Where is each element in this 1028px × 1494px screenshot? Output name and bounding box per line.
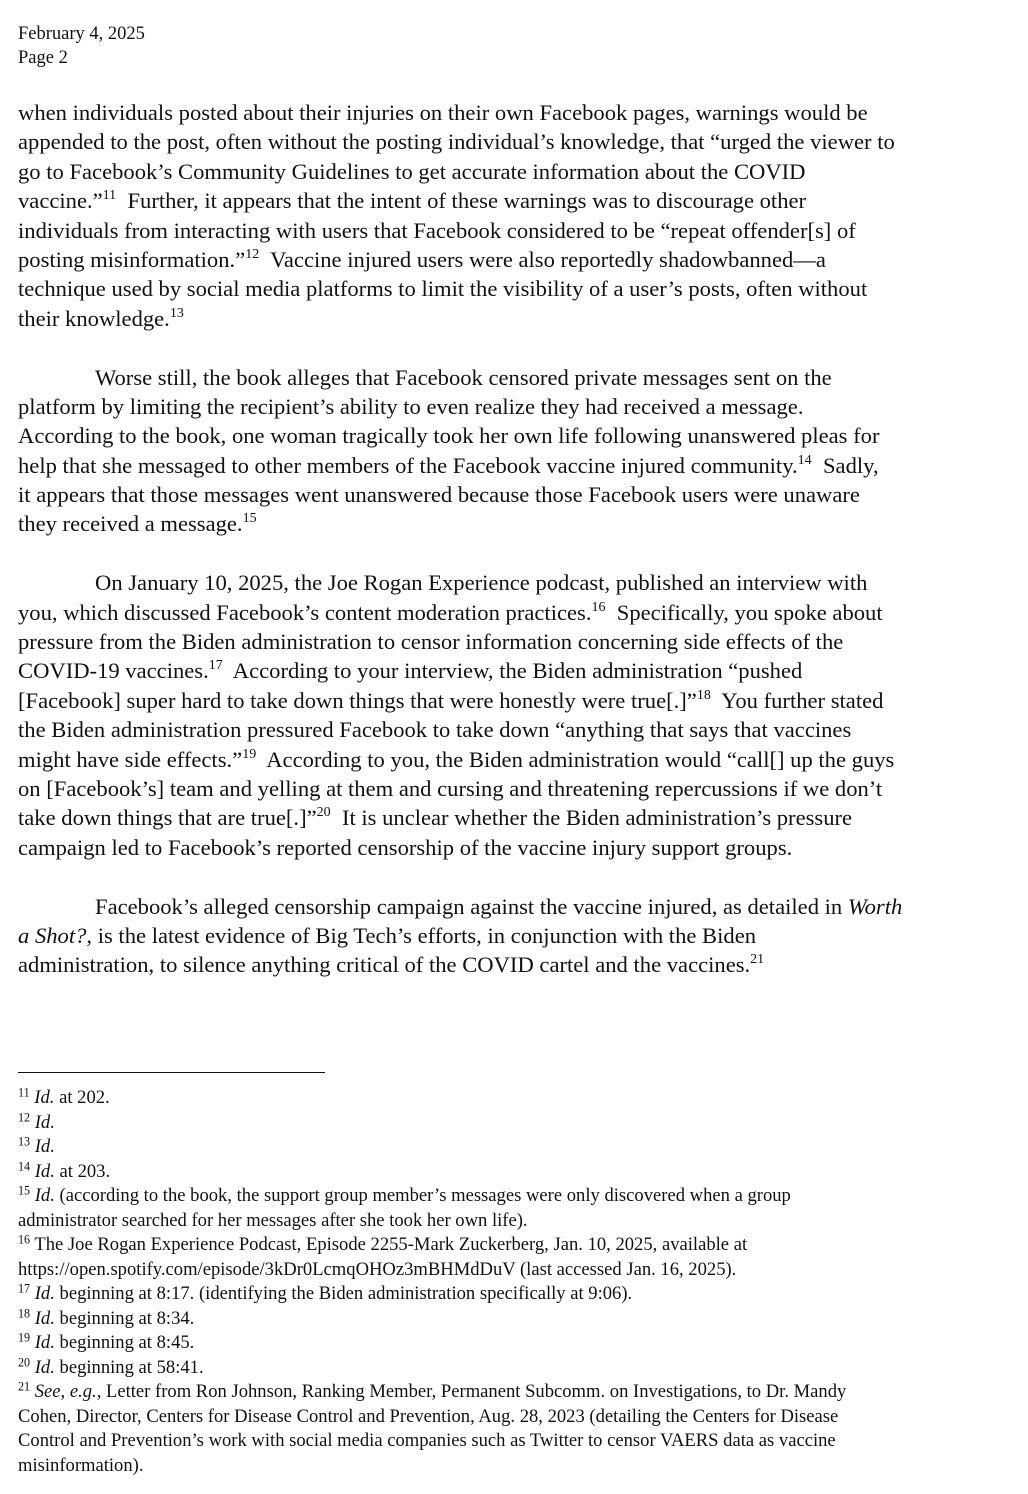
footnote-line (18, 1184, 846, 1209)
footnote-marker: 15 (18, 1183, 31, 1198)
footnote-line (18, 1380, 846, 1405)
text-run: posting misinformation.” (18, 246, 246, 272)
footnote-marker: 11 (102, 188, 117, 204)
paragraph-line (18, 950, 902, 979)
paragraph-line (18, 363, 902, 392)
text-run: take down things that are true[.]” (18, 805, 317, 831)
paragraph-line (18, 598, 902, 627)
paragraph (18, 892, 902, 980)
letter-body (18, 98, 902, 1009)
text-run: beginning at 8:45. (54, 1332, 195, 1353)
text-run: beginning at 8:17. (identifying the Biden administration specifically at 9:06). (54, 1283, 633, 1304)
footnote-marker: 11 (18, 1085, 30, 1100)
paragraph-line (18, 98, 902, 127)
paragraph-line (18, 686, 902, 715)
text-run: might have side effects.” (18, 746, 243, 772)
text-run: administration, to silence anything critical of the COVID cartel and the vaccines. (18, 952, 751, 978)
text-run: Further, it appears that the intent of these warnings was to discourage other (116, 188, 807, 214)
paragraph-line (18, 568, 902, 597)
paragraph-line (18, 656, 902, 685)
text-run: at 202. (54, 1087, 110, 1108)
letter-header (18, 22, 145, 70)
footnote-marker: 17 (208, 658, 223, 674)
footnote-marker: 13 (18, 1134, 31, 1149)
paragraph-line (18, 892, 902, 921)
paragraph-line (18, 274, 902, 303)
header-page-number: Page 2 (18, 48, 68, 68)
footnote-line (18, 1209, 846, 1234)
footnote-line (18, 1111, 846, 1136)
text-run: COVID-19 vaccines. (18, 658, 209, 684)
text-run: help that she messaged to other members of the Facebook vaccine injured community. (18, 452, 798, 478)
text-run: Sadly, (811, 452, 879, 478)
italic-text: Worth (847, 893, 903, 919)
italic-text: See, e.g. (34, 1381, 97, 1402)
paragraph-line (18, 127, 902, 156)
paragraph-line (18, 833, 902, 862)
italic-text: Id. (34, 1111, 55, 1133)
footnote-line (18, 1307, 846, 1332)
italic-text: Id. (34, 1136, 55, 1157)
footnote-marker: 16 (18, 1232, 31, 1247)
italic-text: a Shot? (18, 922, 87, 948)
footnote-marker: 20 (18, 1354, 31, 1369)
text-run: administrator searched for her messages after she took her own life). (18, 1209, 528, 1231)
paragraph-line (18, 774, 902, 803)
text-run: they received a message. (18, 511, 243, 537)
text-run: campaign led to Facebook’s reported censorship of the vaccine injury support groups. (18, 834, 793, 860)
italic-text: Id. (34, 1185, 55, 1206)
header-date: February 4, 2025 (18, 24, 145, 44)
footnote-line (18, 1454, 846, 1479)
footnote-marker: 18 (18, 1305, 31, 1320)
paragraph-line (18, 157, 902, 186)
text-run: pressure from the Biden administration to censor information concerning side effects of the (18, 629, 844, 655)
text-run: Control and Prevention’s work with social media companies such as Twitter to censor VAERS data as vaccine (18, 1430, 836, 1451)
footnote-divider (18, 1072, 325, 1073)
paragraph-line (18, 216, 902, 245)
text-run: Worse still, the book alleges that Facebook censored private messages sent on the (95, 364, 832, 390)
footnote-marker: 13 (169, 305, 184, 321)
text-run: you, which discussed Facebook’s content moderation practices. (18, 599, 592, 625)
footnote-line (18, 1331, 846, 1356)
footnote-marker: 21 (18, 1379, 31, 1394)
paragraph-line (18, 421, 902, 450)
text-run: at 203. (54, 1160, 111, 1182)
footnotes (18, 1086, 846, 1478)
text-run: go to Facebook’s Community Guidelines to get accurate information about the COVID (18, 158, 806, 184)
footnote-line (18, 1356, 846, 1381)
text-run: [Facebook] super hard to take down things that were honestly were true[.]” (18, 687, 697, 713)
text-run: technique used by social media platforms to limit the visibility of a user’s posts, often without (18, 276, 868, 302)
paragraph-line (18, 451, 902, 480)
text-run: Cohen, Director, Centers for Disease Control and Prevention, Aug. 28, 2023 (detailing the Centers for Disease (18, 1405, 839, 1427)
text-run: their knowledge. (18, 305, 170, 331)
footnote-marker: 17 (18, 1281, 31, 1296)
text-run: individuals from interacting with users that Facebook considered to be “repeat offender[s] of (18, 217, 856, 243)
text-run: beginning at 58:41. (54, 1356, 204, 1378)
italic-text: Id. (34, 1160, 55, 1182)
text-run: The Joe Rogan Experience Podcast, Episode 2255-Mark Zuckerberg, Jan. 10, 2025, available at (30, 1234, 748, 1255)
text-run: , Letter from Ron Johnson, Ranking Member, Permanent Subcomm. on Investigations, to Dr. Mandy (96, 1381, 847, 1402)
text-run: it appears that those messages went unanswered because those Facebook users were unaware (18, 482, 860, 508)
text-run: platform by limiting the recipient’s ability to even realize they had received a message. (18, 393, 804, 419)
text-run: , is the latest evidence of Big Tech’s efforts, in conjunction with the Biden (86, 922, 757, 948)
paragraph-line (18, 509, 902, 538)
text-run: on [Facebook’s] team and yelling at them and cursing and threatening repercussions if we don’t (18, 775, 883, 801)
footnote-marker: 14 (18, 1158, 31, 1173)
text-run: vaccine.” (18, 188, 103, 214)
paragraph-line (18, 803, 902, 832)
paragraph-line (18, 715, 902, 744)
footnote-line (18, 1160, 846, 1185)
footnote-line (18, 1282, 846, 1307)
footnote-marker: 21 (750, 952, 765, 968)
footnote-line (18, 1429, 846, 1454)
footnote-marker: 12 (245, 246, 260, 262)
footnote-marker: 19 (18, 1330, 31, 1345)
text-run: (according to the book, the support group member’s messages were only discovered when a group (54, 1185, 791, 1206)
footnote-line (18, 1405, 846, 1430)
text-run: You further stated (710, 687, 884, 713)
paragraph-line (18, 921, 902, 950)
footnote-line (18, 1135, 846, 1160)
paragraph-line (18, 186, 902, 215)
footnote-marker: 12 (18, 1109, 31, 1124)
text-run: beginning at 8:34. (54, 1307, 195, 1329)
footnote-line (18, 1233, 846, 1258)
footnote-line (18, 1258, 846, 1283)
footnote-marker: 20 (316, 805, 331, 821)
footnote-marker: 18 (696, 687, 711, 703)
paragraph-line (18, 392, 902, 421)
footnote-marker: 16 (591, 599, 606, 615)
text-run: According to your interview, the Biden administration “pushed (222, 658, 803, 684)
text-run: On January 10, 2025, the Joe Rogan Experience podcast, published an interview with (95, 570, 868, 596)
paragraph (18, 568, 902, 862)
text-run: According to you, the Biden administration would “call[] up the guys (256, 746, 895, 772)
paragraph-line (18, 304, 902, 333)
paragraph-line (18, 745, 902, 774)
footnote-marker: 14 (797, 452, 812, 468)
paragraph-line (18, 480, 902, 509)
paragraph-line (18, 245, 902, 274)
text-run: the Biden administration pressured Facebook to take down “anything that says that vaccines (18, 717, 852, 743)
paragraph (18, 98, 902, 333)
paragraph (18, 363, 902, 539)
footnote-marker: 15 (242, 511, 257, 527)
text-run: when individuals posted about their injuries on their own Facebook pages, warnings would be (18, 100, 868, 125)
footnote-line (18, 1086, 846, 1111)
italic-text: Id. (34, 1356, 55, 1378)
italic-text: Id. (34, 1283, 55, 1304)
italic-text: Id. (34, 1307, 55, 1329)
text-run: https://open.spotify.com/episode/3kDr0LcmqOHOz3mBHMdDuV (last accessed Jan. 16, 2025). (18, 1258, 737, 1280)
paragraph-line (18, 627, 902, 656)
text-run: appended to the post, often without the posting individual’s knowledge, that “urged the viewer to (18, 129, 895, 155)
text-run: According to the book, one woman tragically took her own life following unanswered pleas for (18, 423, 880, 449)
text-run: Specifically, you spoke about (605, 599, 883, 625)
text-run: It is unclear whether the Biden administration’s pressure (330, 805, 853, 831)
text-run: Facebook’s alleged censorship campaign against the vaccine injured, as detailed in (95, 893, 848, 919)
footnote-marker: 19 (242, 746, 257, 762)
italic-text: Id. (34, 1087, 55, 1108)
italic-text: Id. (34, 1332, 55, 1353)
text-run: misinformation). (18, 1454, 144, 1476)
text-run: Vaccine injured users were also reportedly shadowbanned—a (259, 246, 826, 272)
